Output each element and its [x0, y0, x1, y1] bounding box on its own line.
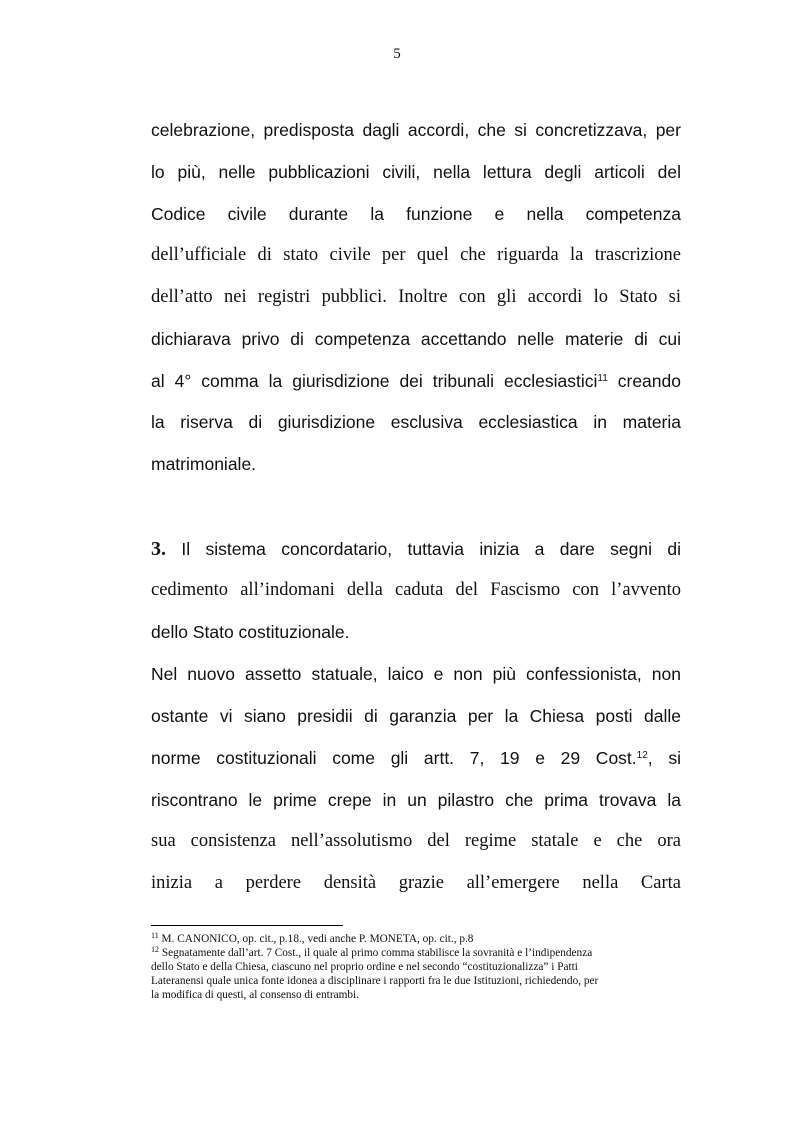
body-line: ostante vi siano presidii di garanzia per la Chiesa posti dalle [151, 706, 681, 726]
footnote-text: Segnatamente dall’art. 7 Cost., il quale al primo comma stabilisce la sovranità e l’indipendenza [161, 947, 593, 959]
footnote-12-line: dello Stato e della Chiesa, ciascuno nel proprio ordine e nel secondo “costituzionalizza” i Patti [151, 961, 578, 973]
body-text: al 4° comma la giurisdizione dei tribunali ecclesiastici [151, 371, 598, 391]
body-text: creando [617, 371, 681, 391]
footnote-12-line: Lateranensi quale unica fonte idonea a disciplinare i rapporti fra le due Istituzioni, richiedendo, per [151, 975, 599, 987]
body-line-with-footnote [151, 747, 681, 769]
footnote-separator [151, 925, 343, 926]
body-line: dell’ufficiale di stato civile per quel che riguarda la trascrizione [151, 245, 681, 265]
body-text: Il sistema concordatario, tuttavia inizia a dare segni di [181, 539, 681, 559]
page-number: 5 [393, 46, 401, 62]
body-line: celebrazione, predisposta dagli accordi, che si concretizzava, per [151, 120, 681, 140]
body-text: , si [647, 748, 681, 768]
body-line-with-footnote [151, 370, 681, 392]
footnote-text: M. CANONICO, op. cit., p.18., vedi anche P. MONETA, op. cit., p.8 [161, 933, 474, 945]
body-line: matrimoniale. [151, 454, 257, 474]
footnote-ref-12[interactable]: 12 [636, 750, 648, 761]
body-line: sua consistenza nell’assolutismo del regime statale e che ora [151, 831, 681, 851]
body-line: cedimento all’indomani della caduta del Fascismo con l’avvento [151, 580, 681, 600]
body-line: Codice civile durante la funzione e nella competenza [151, 204, 681, 224]
footnote-ref-11[interactable]: 11 [597, 373, 608, 384]
footnote-12 [151, 946, 691, 960]
body-text: norme costituzionali come gli artt. 7, 19 e 29 Cost. [151, 748, 637, 768]
footnote-11 [151, 932, 691, 946]
footnote-12-line: la modifica di questi, al consenso di entrambi. [151, 989, 359, 1001]
body-line: lo più, nelle pubblicazioni civili, nella lettura degli articoli del [151, 162, 681, 182]
body-line: dell’atto nei registri pubblici. Inoltre con gli accordi lo Stato si [151, 287, 681, 307]
body-line: la riserva di giurisdizione esclusiva ecclesiastica in materia [151, 412, 681, 432]
body-line: Nel nuovo assetto statuale, laico e non più confessionista, non [151, 664, 681, 684]
body-line: riscontrano le prime crepe in un pilastro che prima trovava la [151, 790, 681, 810]
section-number: 3. [151, 538, 166, 560]
section-3-first-line [151, 538, 681, 560]
body-line: dichiarava privo di competenza accettando nelle materie di cui [151, 329, 681, 349]
footnote-number: 11 [151, 931, 159, 940]
body-line: dello Stato costituzionale. [151, 622, 350, 642]
footnote-number: 12 [151, 945, 159, 954]
body-line: inizia a perdere densità grazie all’emergere nella Carta [151, 873, 681, 893]
